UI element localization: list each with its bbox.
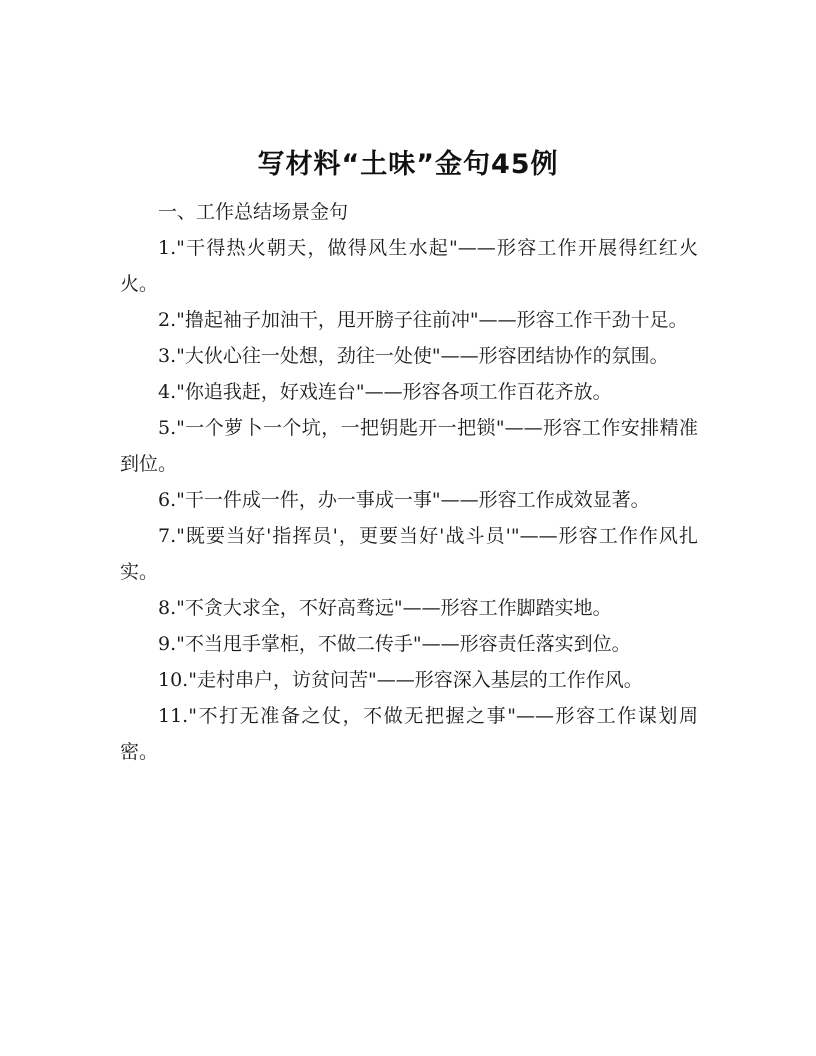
list-item: 4."你追我赶，好戏连台"——形容各项工作百花齐放。: [158, 381, 612, 403]
document-body: [120, 194, 698, 770]
section-heading: 一、工作总结场景金句: [158, 201, 349, 223]
list-item: 2."撸起袖子加油干，甩开膀子往前冲"——形容工作干劲十足。: [158, 309, 688, 331]
list-item: 7."既要当好'指挥员'，更要当好'战斗员'"——形容工作作风扎实。: [120, 525, 698, 583]
list-item: 1."干得热火朝天，做得风生水起"——形容工作开展得红红火火。: [120, 237, 698, 295]
list-item: 10."走村串户，访贫问苦"——形容深入基层的工作作风。: [158, 669, 643, 691]
list-item: 8."不贪大求全，不好高骛远"——形容工作脚踏实地。: [158, 597, 612, 619]
list-item: 3."大伙心往一处想，劲往一处使"——形容团结协作的氛围。: [158, 345, 669, 367]
list-item: 5."一个萝卜一个坑，一把钥匙开一把锁"——形容工作安排精准到位。: [120, 417, 698, 475]
page-title: 写材料“土味”金句45例: [257, 149, 559, 180]
list-item: 6."干一件成一件，办一事成一事"——形容工作成效显著。: [158, 489, 650, 511]
list-item: 9."不当甩手掌柜，不做二传手"——形容责任落实到位。: [158, 633, 631, 655]
list-item: 11."不打无准备之仗，不做无把握之事"——形容工作谋划周密。: [120, 705, 698, 763]
